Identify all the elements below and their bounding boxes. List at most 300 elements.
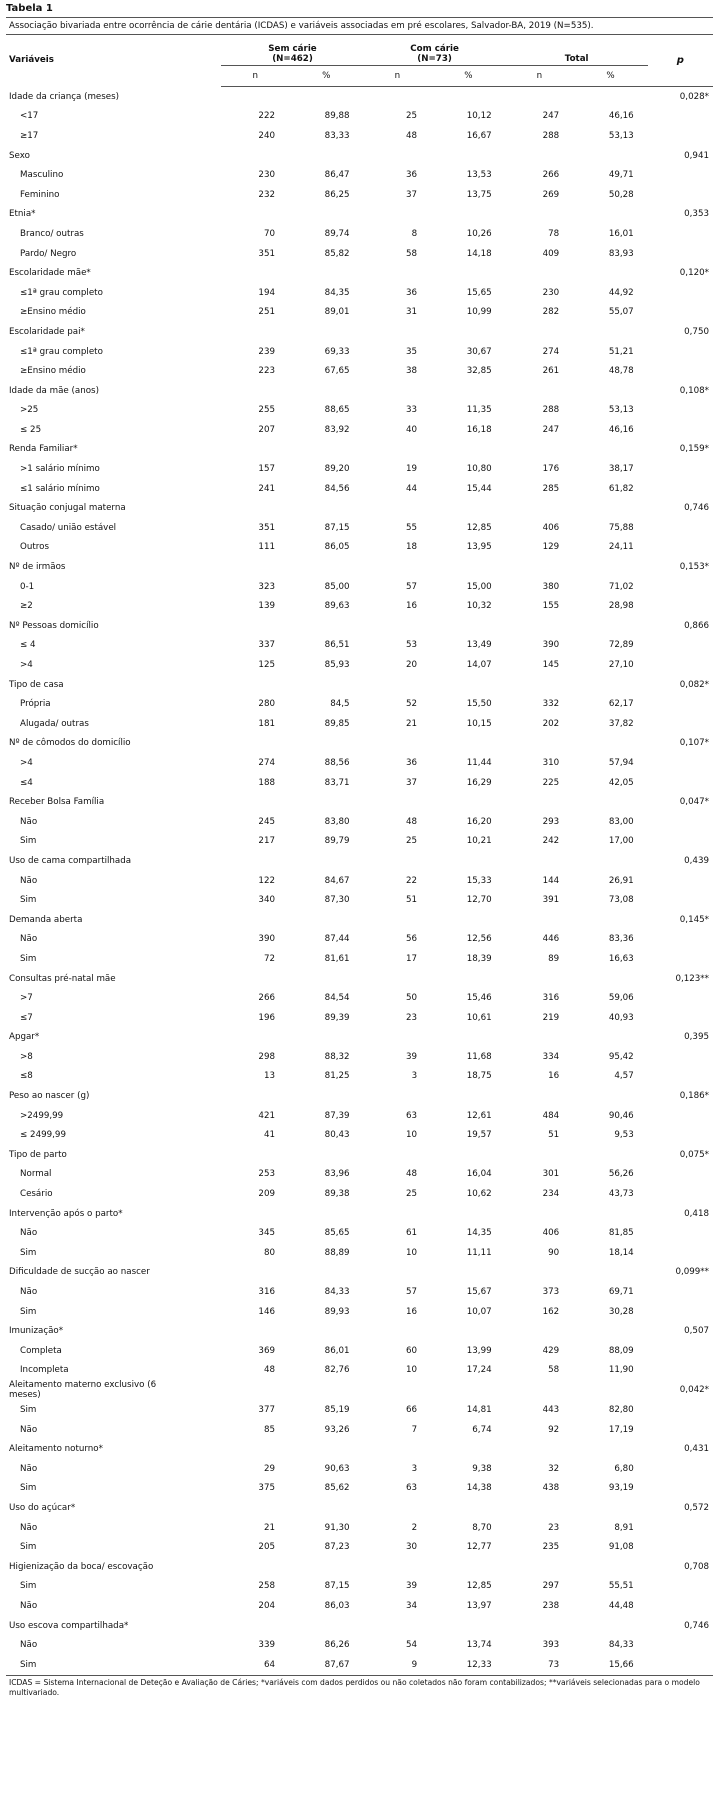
n-total: 301: [542, 1169, 560, 1180]
level-row: [6, 518, 713, 538]
pct-caries: 13,49: [466, 640, 492, 651]
pct-total: 61,82: [608, 483, 634, 494]
n-no-caries: 323: [258, 581, 276, 592]
variable-name: Idade da criança (meses): [9, 91, 120, 102]
variable-row: [6, 263, 713, 283]
n-caries: 52: [406, 699, 418, 710]
n-no-caries: 29: [263, 1463, 276, 1474]
level-label: Casado/ união estável: [20, 522, 117, 533]
level-row: [6, 1067, 713, 1087]
n-no-caries: 204: [258, 1600, 276, 1611]
pct-no-caries: 87,30: [324, 895, 350, 906]
p-value: 0,941: [684, 150, 709, 161]
pct-total: 51,21: [608, 346, 634, 357]
n-total: 92: [548, 1424, 560, 1435]
level-row: [6, 636, 713, 656]
pct-no-caries: 89,20: [324, 464, 350, 475]
n-caries: 9: [364, 1655, 432, 1675]
p-value: 0,120*: [679, 268, 709, 279]
n-total: 288: [542, 130, 560, 141]
level-label: Normal: [20, 1169, 52, 1180]
pct-total: 59,06: [608, 993, 634, 1004]
level-label: Alugada/ outras: [20, 718, 89, 729]
level-row: [6, 1420, 713, 1440]
n-total: 373: [542, 1287, 560, 1298]
variable-name: Uso de cama compartilhada: [9, 855, 132, 866]
p-value-empty: [648, 1400, 713, 1420]
level-label: 0-1: [20, 581, 35, 592]
level-label: Sim: [20, 895, 37, 906]
level-row: [6, 1361, 713, 1381]
p-value-empty: [648, 283, 713, 303]
variable-row: [6, 1145, 713, 1165]
pct-no-caries: 89,88: [324, 111, 350, 122]
n-no-caries: 421: [258, 1110, 276, 1121]
n-total: 89: [548, 953, 560, 964]
n-no-caries: 223: [258, 366, 276, 377]
n-caries: 19: [406, 464, 418, 475]
level-row: [6, 949, 713, 969]
level-row: [6, 577, 713, 597]
level-label: Completa: [20, 1345, 62, 1356]
n-no-caries: 253: [258, 1169, 276, 1180]
variable-row: [6, 1498, 713, 1518]
n-no-caries: 122: [258, 875, 276, 886]
pct-no-caries: 86,25: [324, 189, 350, 200]
pct-total: 30,28: [608, 1306, 634, 1317]
level-row: [6, 890, 713, 910]
pct-total: 73,08: [608, 895, 634, 906]
p-value-empty: [648, 420, 713, 440]
variable-row: [6, 1086, 713, 1106]
pct-caries: 10,26: [466, 228, 492, 239]
pct-total: 90,46: [608, 1110, 634, 1121]
pct-caries: 16,04: [466, 1169, 492, 1180]
n-total: 144: [542, 875, 560, 886]
caries-header: Com cárie (N=73): [364, 35, 506, 66]
pct-caries: 12,33: [431, 1655, 506, 1675]
pct-caries: 12,61: [466, 1110, 492, 1121]
pct-no-caries: 87,39: [324, 1110, 350, 1121]
pct-caries: 11,68: [466, 1051, 492, 1062]
p-value: 0,042*: [679, 1385, 709, 1396]
level-row: [6, 224, 713, 244]
pct-caries: 15,65: [466, 287, 492, 298]
n-caries: 57: [406, 1287, 418, 1298]
pct-caries: 32,85: [466, 366, 492, 377]
n-caries: 56: [406, 934, 418, 945]
level-label: >1 salário mínimo: [20, 464, 100, 475]
n-no-caries: 209: [258, 1189, 276, 1200]
n-total: 23: [548, 1522, 560, 1533]
n-caries: 2: [411, 1522, 418, 1533]
n-caries: 25: [406, 836, 418, 847]
level-label: Masculino: [20, 170, 64, 181]
p-value: 0,507: [684, 1326, 709, 1337]
n-no-caries: 72: [263, 953, 276, 964]
total-header: Total: [506, 35, 648, 66]
n-no-caries: 21: [263, 1522, 276, 1533]
n-caries: 36: [406, 757, 418, 768]
pct-no-caries: 83,71: [324, 777, 350, 788]
n-caries: 18: [406, 542, 418, 553]
pct-total: 18,14: [608, 1247, 634, 1258]
variable-row: [6, 440, 713, 460]
variable-row: [6, 851, 713, 871]
pct-total: 37,82: [608, 718, 634, 729]
pct-total: 17,00: [608, 836, 634, 847]
n-no-caries: 205: [258, 1542, 276, 1553]
level-label: Cesário: [20, 1189, 53, 1200]
n-caries: 58: [406, 248, 418, 259]
n-caries: 57: [406, 581, 418, 592]
n-total: 32: [548, 1463, 560, 1474]
pct-total: 24,11: [608, 542, 634, 553]
pct-no-caries: 83,33: [324, 130, 350, 141]
n-no-caries: 188: [258, 777, 276, 788]
n-no-caries: 266: [258, 993, 276, 1004]
level-row: [6, 1047, 713, 1067]
pct-total: 53,13: [608, 405, 634, 416]
variable-row: [6, 792, 713, 812]
n-total: 51: [548, 1130, 560, 1141]
pct-caries: 11,44: [466, 757, 492, 768]
variable-name: Sexo: [9, 150, 30, 161]
level-row: [6, 1596, 713, 1616]
pct-total: 62,17: [608, 699, 634, 710]
level-label: ≥Ensino médio: [20, 307, 86, 318]
p-value: 0,395: [684, 1032, 709, 1043]
level-row: [6, 1243, 713, 1263]
p-value: 0,353: [684, 209, 709, 220]
n-no-caries: 298: [258, 1051, 276, 1062]
pct-no-caries: 86,26: [324, 1640, 350, 1651]
pct-header: %: [573, 66, 648, 87]
n-total: 234: [542, 1189, 560, 1200]
n-no-caries: 245: [258, 816, 276, 827]
p-value: 0,439: [684, 855, 709, 866]
p-value: 0,572: [684, 1502, 709, 1513]
level-label: Sim: [6, 1655, 221, 1675]
level-label: >2499,99: [20, 1110, 64, 1121]
header-row: [6, 35, 713, 66]
pct-caries: 10,15: [466, 718, 492, 729]
level-label: ≤1ª grau completo: [20, 346, 103, 357]
variable-row: [6, 1263, 713, 1283]
level-label: ≥2: [20, 601, 33, 612]
p-value-empty: [648, 479, 713, 499]
level-label: ≤7: [20, 1012, 33, 1023]
pct-no-caries: 87,15: [324, 1581, 350, 1592]
n-caries: 20: [406, 660, 418, 671]
pct-no-caries: 91,30: [324, 1522, 350, 1533]
table-body: [6, 87, 713, 1676]
n-no-caries: 337: [258, 640, 276, 651]
p-value: 0,123**: [675, 973, 709, 984]
n-no-caries: 251: [258, 307, 276, 318]
pct-total: 38,17: [608, 464, 634, 475]
n-no-caries: 181: [258, 718, 276, 729]
n-total: 390: [542, 640, 560, 651]
pct-total: 42,05: [608, 777, 634, 788]
n-total: 274: [542, 346, 560, 357]
n-caries: 10: [406, 1130, 418, 1141]
n-no-caries: 316: [258, 1287, 276, 1298]
level-row: [6, 1223, 713, 1243]
n-total: 73: [506, 1655, 574, 1675]
p-value-empty: [648, 1341, 713, 1361]
n-total: 310: [542, 757, 560, 768]
variable-name: Tipo de casa: [9, 679, 64, 690]
n-no-caries: 258: [258, 1581, 276, 1592]
pct-caries: 13,75: [466, 189, 492, 200]
n-no-caries: 222: [258, 111, 276, 122]
p-value-empty: [648, 1106, 713, 1126]
pct-no-caries: 89,85: [324, 718, 350, 729]
level-label: Não: [20, 1640, 38, 1651]
p-value: 0,107*: [679, 738, 709, 749]
n-no-caries: 85: [263, 1424, 276, 1435]
level-row: [6, 459, 713, 479]
n-no-caries: 13: [263, 1071, 276, 1082]
pct-total: 9,53: [614, 1130, 634, 1141]
level-row: [6, 596, 713, 616]
pct-caries: 12,70: [466, 895, 492, 906]
n-caries: 63: [406, 1483, 418, 1494]
no-caries-header: Sem cárie (N=462): [221, 35, 363, 66]
n-total: 261: [542, 366, 560, 377]
p-value-empty: [648, 636, 713, 656]
n-caries: 8: [411, 228, 418, 239]
variable-name: Aleitamento noturno*: [9, 1444, 103, 1455]
pct-header: %: [289, 66, 364, 87]
level-row: [6, 1106, 713, 1126]
p-value-empty: [648, 538, 713, 558]
n-total: 409: [542, 248, 560, 259]
n-no-caries: 64: [221, 1655, 289, 1675]
pct-no-caries: 87,23: [324, 1542, 350, 1553]
variable-name: Tipo de parto: [9, 1149, 67, 1160]
n-caries: 35: [406, 346, 418, 357]
n-no-caries: 345: [258, 1228, 276, 1239]
n-no-caries: 41: [263, 1130, 276, 1141]
level-row: [6, 244, 713, 264]
variable-row: [6, 557, 713, 577]
p-value: 0,746: [684, 503, 709, 514]
pct-total: 69,71: [608, 1287, 634, 1298]
level-label: Pardo/ Negro: [20, 248, 77, 259]
pct-caries: 14,18: [466, 248, 492, 259]
pct-caries: 14,81: [466, 1404, 492, 1415]
pct-total: 71,02: [608, 581, 634, 592]
level-label: Não: [20, 1228, 38, 1239]
pct-no-caries: 80,43: [324, 1130, 350, 1141]
pct-no-caries: 86,05: [324, 542, 350, 553]
variable-row: [6, 498, 713, 518]
p-value-empty: [648, 655, 713, 675]
n-total: 225: [542, 777, 560, 788]
level-row: [6, 303, 713, 323]
pct-total: 43,73: [608, 1189, 634, 1200]
n-total: 406: [542, 522, 560, 533]
pct-no-caries: 69,33: [324, 346, 350, 357]
pct-no-caries: 86,03: [324, 1600, 350, 1611]
n-total: 235: [542, 1542, 560, 1553]
variable-row: [6, 1557, 713, 1577]
n-total: 293: [542, 816, 560, 827]
p-value-empty: [648, 126, 713, 146]
p-value-empty: [648, 165, 713, 185]
p-value-empty: [648, 1361, 713, 1381]
pct-caries: 15,00: [466, 581, 492, 592]
p-value: 0,028*: [679, 91, 709, 102]
data-table: [6, 35, 713, 1676]
n-header: n: [364, 66, 432, 87]
n-no-caries: 255: [258, 405, 276, 416]
n-total: 391: [542, 895, 560, 906]
pct-total: 55,07: [608, 307, 634, 318]
variable-name: Apgar*: [9, 1032, 40, 1043]
level-row: [6, 714, 713, 734]
p-value: 0,418: [684, 1208, 709, 1219]
n-caries: 10: [406, 1365, 418, 1376]
level-label: Própria: [20, 699, 51, 710]
pct-no-caries: 87,67: [289, 1655, 364, 1675]
pct-caries: 15,44: [466, 483, 492, 494]
variable-name: Nº de irmãos: [9, 562, 66, 573]
p-value-empty: [648, 361, 713, 381]
p-value: 0,159*: [679, 444, 709, 455]
level-row: [6, 1302, 713, 1322]
p-value-empty: [648, 1008, 713, 1028]
pct-no-caries: 88,89: [324, 1247, 350, 1258]
n-caries: 48: [406, 1169, 418, 1180]
variable-name: Situação conjugal materna: [9, 503, 126, 514]
p-value: 0,075*: [679, 1149, 709, 1160]
level-label: Branco/ outras: [20, 228, 84, 239]
pct-caries: 10,12: [466, 111, 492, 122]
level-row: [6, 930, 713, 950]
level-label: Não: [20, 1287, 38, 1298]
pct-total: 4,57: [614, 1071, 634, 1082]
level-label: >25: [20, 405, 39, 416]
p-value-empty: [648, 930, 713, 950]
p-value-empty: [648, 1420, 713, 1440]
pct-no-caries: 67,65: [324, 366, 350, 377]
n-no-caries: 375: [258, 1483, 276, 1494]
pct-no-caries: 85,62: [324, 1483, 350, 1494]
level-row: [6, 420, 713, 440]
p-value-empty: [648, 401, 713, 421]
p-value-header: p: [648, 35, 713, 87]
level-row: [6, 871, 713, 891]
pct-total: 83,93: [608, 248, 634, 259]
p-value-empty: [648, 1184, 713, 1204]
pct-caries: 11,11: [466, 1247, 492, 1258]
p-value-empty: [648, 812, 713, 832]
n-total: 16: [548, 1071, 560, 1082]
p-value: 0,099**: [675, 1267, 709, 1278]
n-total: 266: [542, 170, 560, 181]
n-caries: 37: [406, 777, 418, 788]
level-label: >4: [20, 660, 33, 671]
n-total: 406: [542, 1228, 560, 1239]
pct-caries: 10,07: [466, 1306, 492, 1317]
p-value-empty: [648, 577, 713, 597]
n-caries: 22: [406, 875, 418, 886]
pct-no-caries: 83,80: [324, 816, 350, 827]
p-value-empty: [648, 988, 713, 1008]
variables-header: Variáveis: [9, 55, 54, 66]
n-caries: 66: [406, 1404, 418, 1415]
variable-row: [6, 675, 713, 695]
pct-no-caries: 89,01: [324, 307, 350, 318]
n-total: 380: [542, 581, 560, 592]
p-value-empty: [648, 1596, 713, 1616]
variable-name: Idade da mãe (anos): [9, 385, 99, 396]
n-caries: 36: [406, 287, 418, 298]
pct-total: 6,80: [614, 1463, 634, 1474]
p-value-empty: [648, 518, 713, 538]
p-value: 0,186*: [679, 1091, 709, 1102]
pct-total: 75,88: [608, 522, 634, 533]
pct-no-caries: 84,54: [324, 993, 350, 1004]
pct-caries: 14,35: [466, 1228, 492, 1239]
level-label: ≤8: [20, 1071, 33, 1082]
n-caries: 21: [406, 718, 418, 729]
pct-no-caries: 85,82: [324, 248, 350, 259]
n-caries: 38: [406, 366, 418, 377]
level-label: ≥Ensino médio: [20, 366, 86, 377]
pct-total: 95,42: [608, 1051, 634, 1062]
pct-total: 46,16: [608, 111, 634, 122]
pct-caries: 16,20: [466, 816, 492, 827]
level-label: ≤ 25: [20, 424, 42, 435]
level-label: ≤4: [20, 777, 33, 788]
n-total: 288: [542, 405, 560, 416]
pct-total: 15,66: [573, 1655, 648, 1675]
level-label: Sim: [20, 1306, 37, 1317]
p-value-empty: [648, 1165, 713, 1185]
n-total: 297: [542, 1581, 560, 1592]
pct-caries: 13,97: [466, 1600, 492, 1611]
pct-total: 17,19: [608, 1424, 634, 1435]
n-caries: 39: [406, 1051, 418, 1062]
p-value-empty: [648, 1577, 713, 1597]
pct-total: 40,93: [608, 1012, 634, 1023]
pct-total: 56,26: [608, 1169, 634, 1180]
variable-row: [6, 1380, 713, 1400]
pct-total: 44,48: [608, 1600, 634, 1611]
n-total: 446: [542, 934, 560, 945]
n-caries: 16: [406, 601, 418, 612]
pct-no-caries: 81,61: [324, 953, 350, 964]
n-no-caries: 194: [258, 287, 276, 298]
n-no-caries: 217: [258, 836, 276, 847]
pct-total: 28,98: [608, 601, 634, 612]
n-total: 238: [542, 1600, 560, 1611]
p-value: 0,431: [684, 1444, 709, 1455]
variable-name: Etnia*: [9, 209, 36, 220]
n-caries: 25: [406, 111, 418, 122]
level-label: Sim: [20, 1404, 37, 1415]
p-value-empty: [648, 1655, 713, 1675]
level-row: [6, 1125, 713, 1145]
n-caries: 54: [406, 1640, 418, 1651]
n-caries: 10: [406, 1247, 418, 1258]
p-value-empty: [648, 1047, 713, 1067]
pct-total: 11,90: [608, 1365, 634, 1376]
